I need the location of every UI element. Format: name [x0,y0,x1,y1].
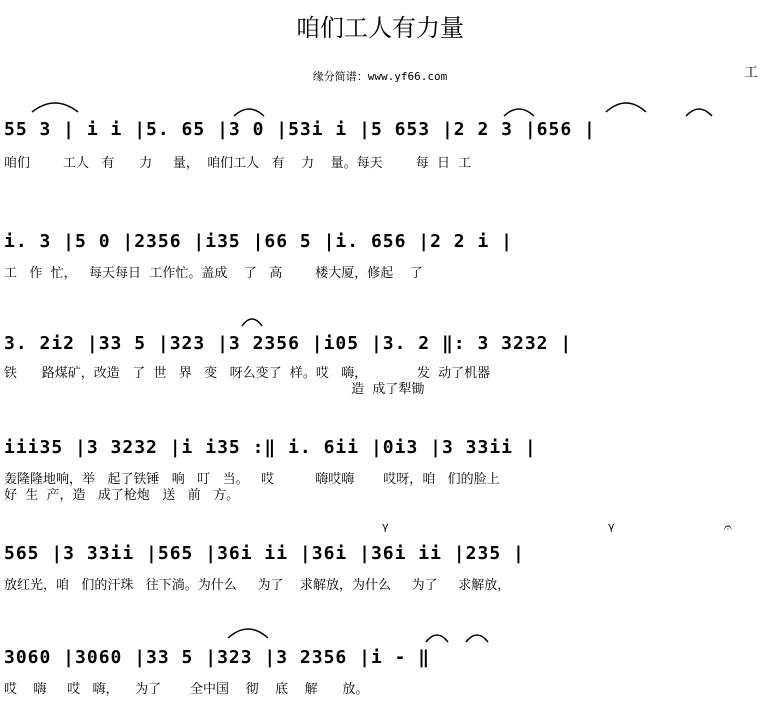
slur [240,316,264,328]
lyric-line: 哎 嗨 哎 嗨， 为了 全中国 彻 底 解 放。 [4,682,369,697]
slur [226,626,270,640]
slur [604,100,648,114]
lyric-line-2: 好 生 产，造 成了枪炮 送 前 方。 [4,488,240,503]
slur [464,632,490,644]
notation-line: 3. 2i2 |33 5 |323 |3 2356 |i05 |3. 2 ‖: 3 3232 | [4,333,573,354]
slur [424,632,450,644]
breath-mark: γ [608,520,615,533]
lyric-line: 轰隆隆地响，举 起了铁锤 响 叮 当。 哎 嗨哎嗨 哎呀，咱 们的脸上 [4,472,500,487]
fermata-mark: 𝄐 [724,520,732,536]
source-label: 缘分简谱： [312,70,368,83]
notation-line: i. 3 |5 0 |2356 |i35 |66 5 |i. 656 |2 2 i | [4,231,513,252]
notation-line: 565 |3 33ii |565 |36i ii |36i |36i ii |235 | [4,543,525,564]
lyric-line: 咱们 工人 有 力 量， 咱们工人 有 力 量。每天 每 日 工 [4,156,472,171]
source-line [0,68,760,84]
breath-mark: γ [382,520,389,533]
lyric-line: 工 作 忙， 每天每日 工作忙。盖成 了 高 楼大厦，修起 了 [4,266,423,281]
source-url: www.yf66.com [367,70,448,83]
song-title: 咱们工人有力量 [296,14,464,42]
notation-line: 55 3 | i i |5. 65 |3 0 |53i i |5 653 |2 2 3 |656 | [4,119,596,140]
lyric-line-2: 造 成了犁锄 [4,382,425,397]
notation-line: 3060 |3060 |33 5 |323 |3 2356 |i - ‖ [4,647,431,668]
slur [30,100,80,114]
lyric-line: 放红光，咱 们的汗珠 往下淌。为什么 为了 求解放，为什么 为了 求解放， [4,578,511,593]
lyric-line: 铁 路煤矿，改造 了 世 界 变 呀么变了 样。哎 嗨， 发 动了机器 [4,366,491,381]
notation-line: iii35 |3 3232 |i i35 :‖ i. 6ii |0i3 |3 33ii | [4,437,537,458]
corner-mark: 工 [744,65,758,81]
